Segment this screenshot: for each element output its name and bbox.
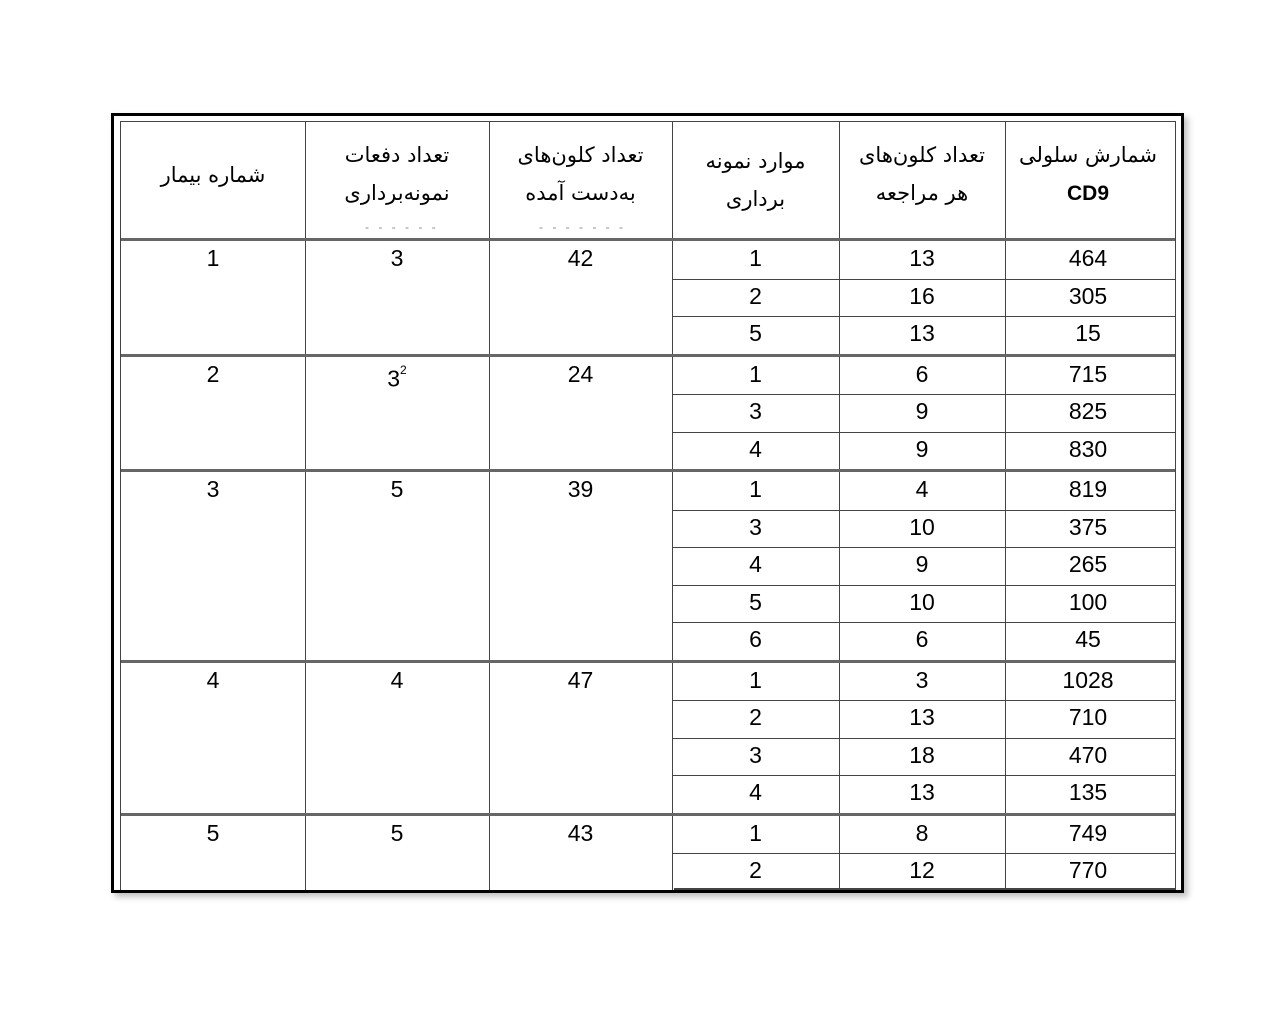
- colonies-per-visit-cell: 9: [915, 398, 929, 424]
- colonies-per-visit-cell: 13: [909, 704, 935, 730]
- cd9-count-cell: 749: [1068, 819, 1108, 846]
- colonies-per-visit-cell: 16: [909, 282, 935, 309]
- header-colonies-per-visit: تعداد کلون‌های هر مراجعه: [859, 143, 985, 205]
- sampling-case-cell: 4: [749, 779, 762, 805]
- sampling-times-cell: 3: [390, 245, 404, 271]
- cd9-count-cell: 305: [1068, 282, 1108, 309]
- sampling-times-value: 3: [387, 365, 401, 392]
- cd9-count-cell: 470: [1068, 741, 1108, 768]
- sampling-times-cell: 5: [390, 819, 404, 846]
- colonies-per-visit-cell: 10: [909, 513, 935, 540]
- cd9-count-cell: 770: [1068, 857, 1108, 883]
- dash-decoration: - - - - - - -: [539, 220, 626, 234]
- patient-number-cell: 2: [206, 360, 220, 387]
- colonies-per-visit-cell: 8: [915, 819, 929, 846]
- row-divider: [672, 853, 1175, 854]
- colonies-per-visit-cell: 6: [915, 626, 929, 652]
- cd9-count-cell: 100: [1068, 588, 1108, 615]
- colonies-per-visit-cell: 13: [909, 779, 935, 805]
- sampling-case-cell: 6: [749, 626, 762, 652]
- sampling-case-cell: 5: [749, 320, 762, 346]
- row-divider: [121, 660, 1175, 663]
- row-divider: [672, 585, 1175, 586]
- sampling-case-cell: 4: [749, 551, 762, 577]
- cd9-count-cell: 265: [1068, 551, 1108, 577]
- sampling-case-cell: 3: [749, 398, 762, 424]
- cd9-count-cell: 45: [1075, 626, 1101, 652]
- table-frame: [111, 113, 1184, 893]
- sampling-case-cell: 4: [749, 435, 762, 462]
- row-divider: [672, 738, 1175, 739]
- sampling-case-cell: 2: [749, 704, 762, 730]
- cd9-count-cell: 135: [1068, 779, 1108, 805]
- table-bottom-line: [674, 888, 1175, 890]
- row-divider: [672, 316, 1175, 317]
- colonies-obtained-cell: 24: [567, 360, 594, 387]
- row-divider: [121, 238, 1175, 241]
- row-divider: [121, 354, 1175, 357]
- row-divider: [672, 432, 1175, 433]
- cd9-count-cell: 710: [1068, 704, 1108, 730]
- colonies-per-visit-cell: 13: [909, 245, 935, 271]
- sampling-case-cell: 1: [749, 360, 762, 387]
- row-divider: [672, 700, 1175, 701]
- sampling-times-cell: [305, 362, 489, 391]
- table-header: [121, 122, 1175, 238]
- sampling-case-cell: 1: [749, 476, 762, 502]
- row-divider: [672, 510, 1175, 511]
- row-divider: [672, 279, 1175, 280]
- colonies-per-visit-cell: 9: [915, 435, 929, 462]
- cd9-count-cell: 375: [1068, 513, 1108, 540]
- colonies-per-visit-cell: 13: [909, 320, 935, 346]
- row-divider: [672, 622, 1175, 623]
- colonies-per-visit-cell: 4: [915, 476, 929, 502]
- cd9-count-cell: 819: [1068, 476, 1108, 502]
- sampling-times-cell: 5: [390, 476, 404, 502]
- patient-number-cell: 1: [206, 245, 220, 271]
- colonies-per-visit-cell: 3: [915, 666, 929, 693]
- header-patient-number: شماره بیمار: [160, 163, 266, 187]
- patient-number-cell: 5: [206, 819, 220, 846]
- sampling-times-cell: 4: [390, 666, 404, 693]
- header-colonies-obtained: تعداد کلون‌های به‌دست آمده: [517, 143, 644, 205]
- colonies-per-visit-cell: 10: [909, 588, 935, 615]
- colonies-obtained-cell: 42: [567, 245, 594, 271]
- cd9-count-cell: 825: [1068, 398, 1108, 424]
- colonies-obtained-cell: 43: [567, 819, 594, 846]
- cd9-count-cell: 15: [1075, 320, 1101, 346]
- cd9-count-cell: 464: [1068, 245, 1108, 271]
- colonies-obtained-cell: 39: [567, 476, 594, 502]
- colonies-per-visit-cell: 18: [909, 741, 935, 768]
- sampling-case-cell: 1: [749, 666, 762, 693]
- header-cd9-cell-count: شمارش سلولی CD9: [1019, 143, 1157, 205]
- sampling-case-cell: 2: [749, 857, 762, 883]
- row-divider: [672, 547, 1175, 548]
- sampling-case-cell: 1: [749, 245, 762, 271]
- colonies-per-visit-cell: 9: [915, 551, 929, 577]
- colonies-obtained-cell: 47: [567, 666, 594, 693]
- sampling-case-cell: 3: [749, 741, 762, 768]
- patient-number-cell: 4: [206, 666, 220, 693]
- header-sampling-times: تعداد دفعات نمونه‌برداری: [344, 143, 450, 205]
- row-divider: [121, 813, 1175, 816]
- header-sampling-cases: موارد نمونه برداری: [705, 149, 806, 211]
- footnote-marker: 2: [400, 362, 407, 377]
- sampling-case-cell: 1: [749, 819, 762, 846]
- data-table: [120, 121, 1176, 890]
- sampling-case-cell: 5: [749, 588, 762, 615]
- row-divider: [672, 775, 1175, 776]
- cd9-count-cell: 1028: [1062, 666, 1114, 693]
- sampling-case-cell: 3: [749, 513, 762, 540]
- cd9-count-cell: 830: [1068, 435, 1108, 462]
- row-divider: [121, 469, 1175, 472]
- colonies-per-visit-cell: 6: [915, 360, 929, 387]
- dash-decoration: - - - - - -: [365, 220, 439, 234]
- colonies-per-visit-cell: 12: [909, 857, 935, 883]
- row-divider: [672, 394, 1175, 395]
- patient-number-cell: 3: [206, 476, 220, 502]
- cd9-count-cell: 715: [1068, 360, 1108, 387]
- sampling-case-cell: 2: [749, 282, 762, 309]
